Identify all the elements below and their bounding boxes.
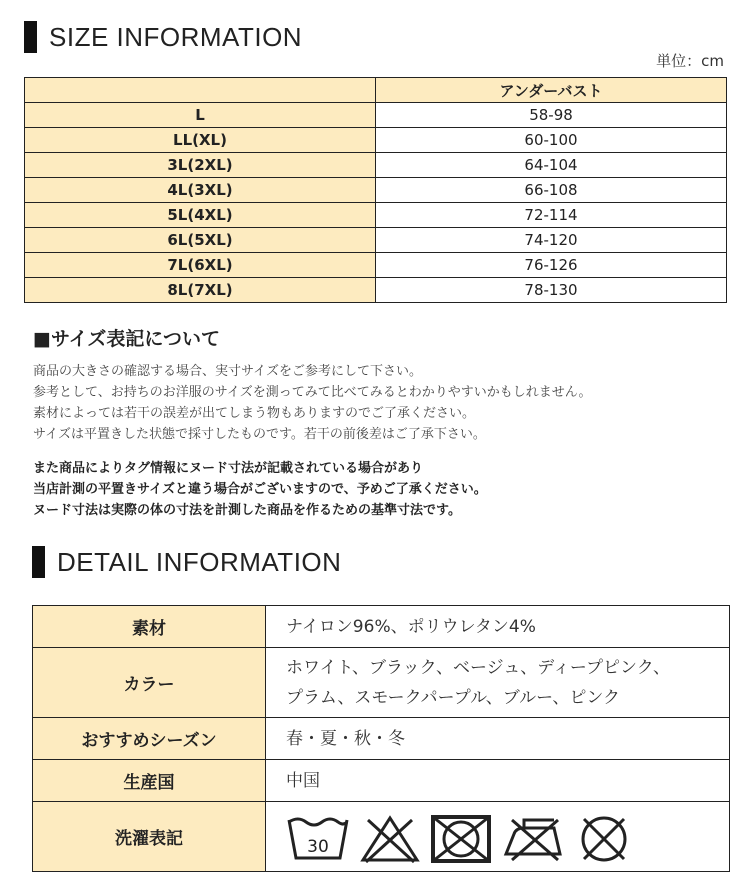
detail-label: 洗濯表記 [33,802,266,872]
table-row [33,718,730,760]
origin-value: 中国 [286,770,320,791]
size-cell: 5L(4XL) [25,203,376,228]
size-cell: L [25,103,376,128]
table-row [25,203,727,228]
detail-value [266,606,730,648]
size-cell: LL(XL) [25,128,376,153]
value-cell: 66-108 [376,178,727,203]
detail-label: 生産国 [33,760,266,802]
table-row [33,648,730,718]
notes-heading: ■サイズ表記について [33,328,221,350]
size-cell: 8L(7XL) [25,278,376,303]
detail-section-title: DETAIL INFORMATION [57,546,342,577]
size-cell: 3L(2XL) [25,153,376,178]
note-line: 商品の大きさの確認する場合、実寸サイズをご参考にして下さい。 [33,364,422,379]
value-cell: 60-100 [376,128,727,153]
section-marker [24,21,37,53]
detail-value [266,802,730,872]
value-cell: 74-120 [376,228,727,253]
note-bold-line: 当店計測の平置きサイズと違う場合がございますので、予めご了承ください。 [33,482,487,497]
size-cell: 4L(3XL) [25,178,376,203]
season-value: 春・夏・秋・冬 [286,728,405,749]
material-value: ナイロン96%、ポリウレタン4% [286,616,536,637]
size-table-header [25,78,727,103]
detail-section-header [32,546,341,578]
detail-label: カラー [33,648,266,718]
no-iron-icon [502,814,566,864]
table-row [25,178,727,203]
detail-value [266,718,730,760]
detail-value [266,760,730,802]
section-marker [32,546,45,578]
detail-label: おすすめシーズン [33,718,266,760]
size-table [24,77,727,303]
size-cell: 7L(6XL) [25,253,376,278]
value-cell: 78-130 [376,278,727,303]
note-line: 素材によっては若干の誤差が出てしまう物もありますのでご了承ください。 [33,406,476,421]
note-bold-line: ヌード寸法は実際の体の寸法を計測した商品を作るための基準寸法です。 [33,503,461,518]
no-dry-clean-icon [576,814,632,864]
color-value-line: ホワイト、ブラック、ベージュ、ディープピンク、 [286,657,671,678]
size-section-title: SIZE INFORMATION [49,21,303,52]
detail-value [266,648,730,718]
value-cell: 76-126 [376,253,727,278]
note-line: 参考として、お持ちのお洋服のサイズを測ってみて比べてみるとわかりやすいかもしれません。 [33,385,592,400]
table-row [25,128,727,153]
size-header-cell [25,78,376,103]
table-row [33,760,730,802]
table-row [25,278,727,303]
table-row [33,802,730,872]
detail-label: 素材 [33,606,266,648]
table-row [25,153,727,178]
size-notes [33,324,733,521]
table-row [33,606,730,648]
note-bold-line: また商品によりタグ情報にヌード寸法が記載されている場合があり [33,461,424,476]
color-value-line: プラム、スモークパープル、ブルー、ピンク [286,687,621,708]
no-bleach-icon [360,814,420,864]
note-line: サイズは平置きした状態で採寸したものです。若干の前後差はご了承下さい。 [33,427,486,442]
wash-temp: 30 [307,836,329,857]
value-cell: 72-114 [376,203,727,228]
size-section-header [24,21,302,53]
table-row [25,103,727,128]
wash-30-icon [286,814,350,864]
underbust-header-cell: アンダーバスト [376,78,727,103]
value-cell: 64-104 [376,153,727,178]
size-cell: 6L(5XL) [25,228,376,253]
care-symbols [286,810,729,864]
table-row [25,253,727,278]
table-row [25,228,727,253]
unit-label: 単位：cm [656,52,724,70]
no-tumble-dry-icon [430,814,492,864]
value-cell: 58-98 [376,103,727,128]
detail-table [32,605,730,872]
